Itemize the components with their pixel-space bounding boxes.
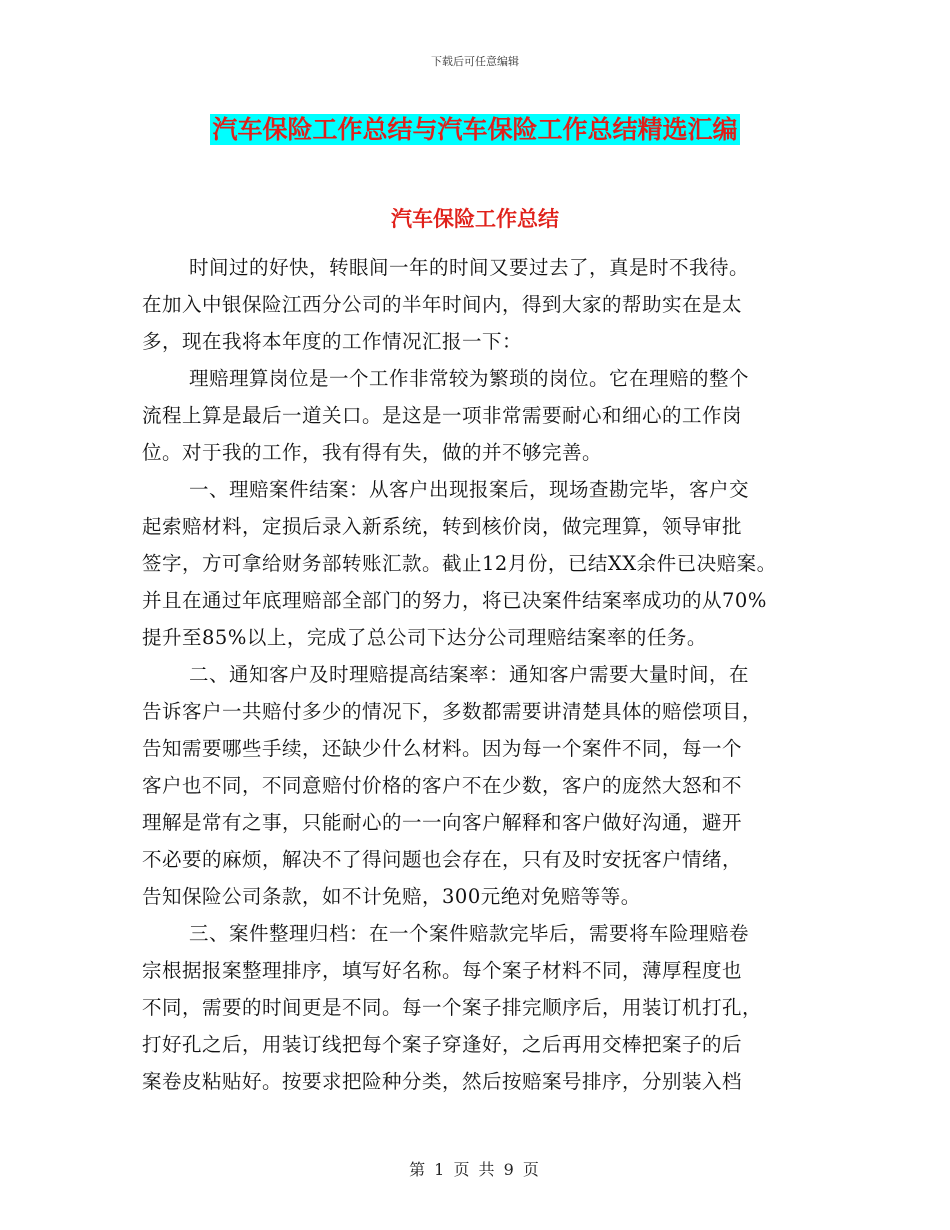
body-line: 案卷皮粘贴好。按要求把险种分类，然后按赔案号排序，分别装入档 [142, 1070, 743, 1093]
body-line: 三、案件整理归档：在一个案件赔款完毕后，需要将车险理赔卷 [189, 922, 750, 945]
body-line: 告诉客户一共赔付多少的情况下，多数都需要讲清楚具体的赔偿项目， [142, 700, 763, 723]
body-line: 在加入中银保险江西分公司的半年时间内，得到大家的帮助实在是太 [142, 293, 743, 316]
body-line: 不同，需要的时间更是不同。每一个案子排完顺序后，用装订机打孔， [142, 996, 763, 1019]
section-title: 汽车保险工作总结 [391, 207, 559, 231]
body-line: 不必要的麻烦，解决不了得问题也会存在，只有及时安抚客户情绪， [142, 848, 743, 871]
body-line: 多，现在我将本年度的工作情况汇报一下： [142, 330, 523, 353]
body-line: 告知需要哪些手续，还缺少什么材料。因为每一个案件不同，每一个 [142, 737, 743, 760]
body-line: 流程上算是最后一道关口。是这是一项非常需要耐心和细心的工作岗 [142, 404, 743, 427]
body-line: 签字，方可拿给财务部转账汇款。截止12月份，已结XX余件已决赔案。 [142, 552, 777, 575]
body-line: 告知保险公司条款，如不计免赔，300元绝对免赔等等。 [142, 885, 641, 908]
body-line: 并且在通过年底理赔部全部门的努力，将已决案件结案率成功的从70% [142, 589, 767, 612]
body-line: 理解是常有之事，只能耐心的一一向客户解释和客户做好沟通，避开 [142, 811, 743, 834]
body-line: 位。对于我的工作，我有得有失，做的并不够完善。 [142, 441, 603, 464]
body-line: 打好孔之后，用装订线把每个案子穿逢好，之后再用交棒把案子的后 [142, 1033, 743, 1056]
body-line: 宗根据报案整理排序，填写好名称。每个案子材料不同，薄厚程度也 [142, 959, 743, 982]
body-line: 时间过的好快，转眼间一年的时间又要过去了，真是时不我待。 [189, 256, 750, 279]
body-line: 理赔理算岗位是一个工作非常较为繁琐的岗位。它在理赔的整个 [189, 367, 750, 390]
main-title: 汽车保险工作总结与汽车保险工作总结精选汇编 [212, 115, 738, 144]
body-line: 客户也不同，不同意赔付价格的客户不在少数，客户的庞然大怒和不 [142, 774, 743, 797]
main-title-container [0, 114, 950, 145]
page-number-footer: 第 1 页 共 9 页 [409, 1160, 541, 1179]
body-line: 二、通知客户及时理赔提高结案率：通知客户需要大量时间，在 [189, 663, 750, 686]
body-line: 一、理赔案件结案：从客户出现报案后，现场查勘完毕，客户交 [189, 478, 750, 501]
body-line: 起索赔材料，定损后录入新系统，转到核价岗，做完理算，领导审批 [142, 515, 743, 538]
body-text [142, 249, 832, 1100]
body-line: 提升至85%以上，完成了总公司下达分公司理赔结案率的任务。 [142, 626, 707, 649]
header-note: 下载后可任意编辑 [431, 55, 519, 68]
